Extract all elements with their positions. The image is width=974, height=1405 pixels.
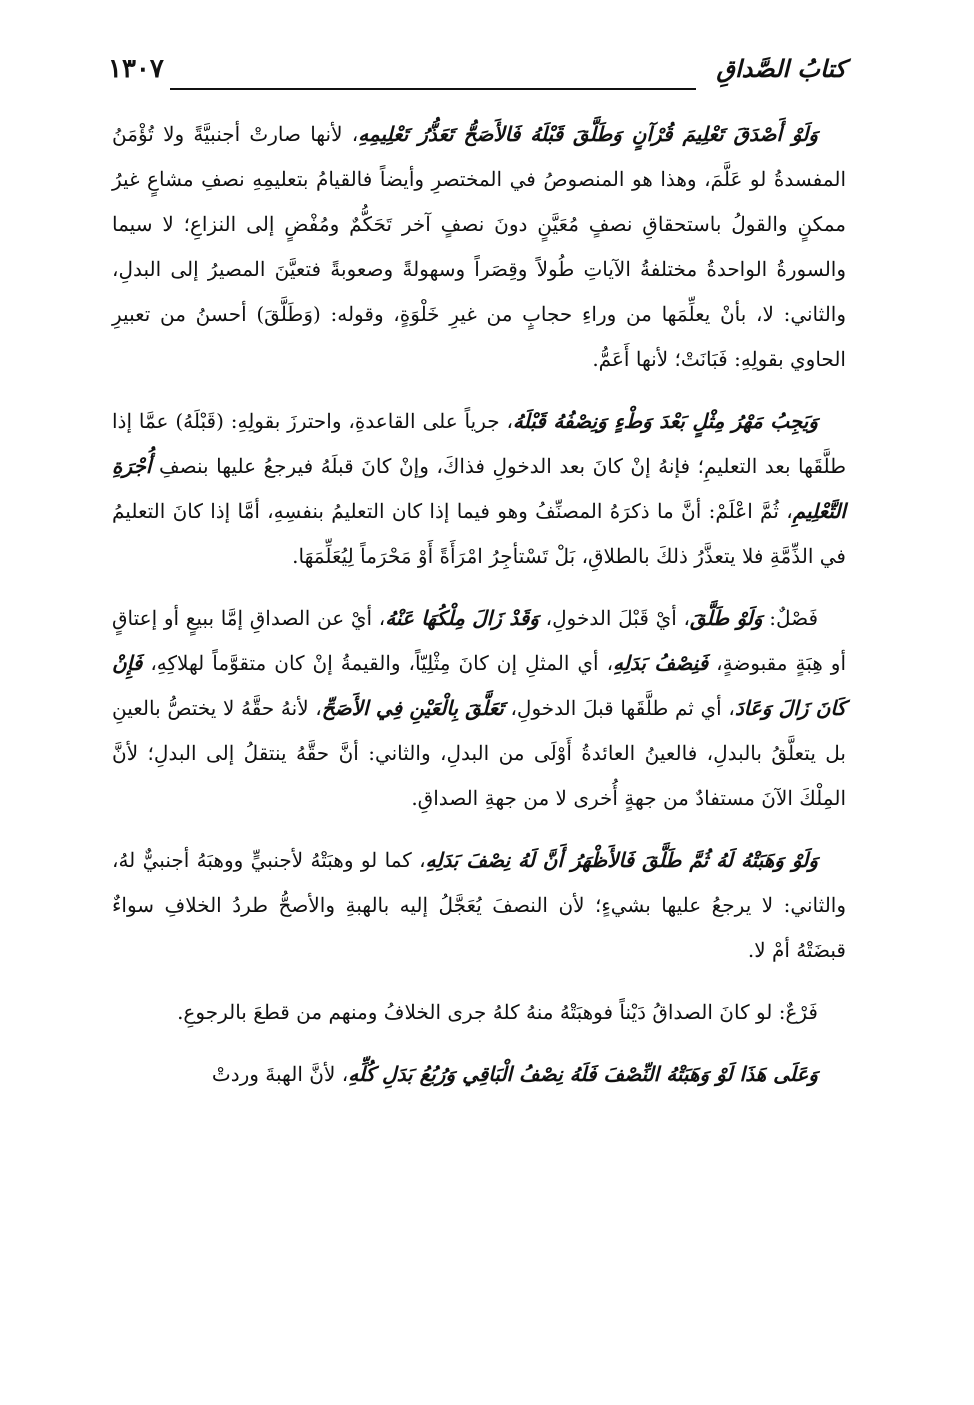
matn-text: تَعَلَّقَ بِالْعَيْنِ فِي الأَصَحِّ: [321, 696, 504, 720]
matn-text: وَعَلَى هَذَا لَوْ وَهَبَتْهُ النِّصْفَ فَلَهُ نِصْفُ الْبَاقِي وَرُبُعُ بَدَلِ كُلِّهِ: [348, 1062, 818, 1086]
paragraph: [112, 838, 846, 973]
commentary-text: ، أي ثم طلَّقَها قبلَ الدخولِ،: [503, 696, 735, 720]
commentary-text: ، لأنهُ حقَّهُ لا يختصُّ بالعينِ بل يتعلَّقُ بالبدلِ، فالعينُ العائدةُ أَوْلَى من البدلِ، والثاني: أنَّ حقَّهُ ينتقلُ إلى البدلِ؛ لأنَّ المِلْكَ الآنَ مستفادٌ من جهةٍ أُخرى لا من جهةِ الصداقِ.: [112, 696, 846, 810]
page-body: [112, 112, 846, 1114]
book-title: كتابُ الصَّداقِ: [716, 54, 846, 83]
section-label: فَصْلٌ:: [762, 606, 819, 630]
paragraph: [112, 596, 846, 821]
page-header: [108, 52, 846, 96]
matn-text: أُجْرَةِ التَّعْلِيمِ: [112, 454, 846, 523]
commentary-text: ، أيْ قَبْلَ الدخولِ،: [538, 606, 690, 630]
commentary-text: فَرْعٌ: لو كانَ الصداقُ دَيْناً فوهبَتْهُ منهُ كلهُ جرى الخلافُ ومنهم من قطعَ بالرجوعِ.: [177, 1000, 818, 1024]
matn-text: وَلَوْ أَصْدَقَ تَعْلِيمَ قُرْآنٍ وَطَلَّقَ قَبْلَهُ فَالأَصَحُّ تَعَذُّرُ تَعْلِيمِهِ: [358, 122, 818, 146]
matn-text: وَقَدْ زَالَ مِلْكُهَا عَنْهُ: [385, 606, 539, 630]
paragraph: [112, 399, 846, 579]
matn-text: فَنِصْفُ بَدَلِهِ: [613, 651, 709, 675]
commentary-text: ، ثُمَّ اعْلَمْ: أنَّ ما ذكرَهُ المصنِّفُ وهو فيما إذا كان التعليمُ بنفسِهِ، أمَّا إذا كانَ التعليمُ في الذِّمَّةِ فلا يتعذَّرُ ذلكَ بالطلاقِ، بَلْ تَسْتأجِرُ امْرَأَةً أَوْ مَحْرَماً لِيُعَلِّمَهَا.: [112, 499, 846, 568]
header-rule: [170, 88, 696, 90]
paragraph: [112, 112, 846, 382]
paragraph: [112, 990, 846, 1035]
commentary-text: ، أي المثلِ إن كانَ مِثْلِيّاً، والقيمةُ إنْ كان متقوَّماً لهلاكِهِ،: [142, 651, 614, 675]
commentary-text: ، كما لو وهبَتْهُ لأجنبيٍّ ووهبَهُ أجنبيٌّ لهُ، والثاني: لا يرجعُ عليها بشيءٍ؛ لأن النصفَ يُعَجَّلُ إليه بالهبةِ والأصحُّ طردُ الخلافِ سواءٌ قبضَتْهُ أمْ لا.: [112, 848, 846, 962]
matn-text: وَلَوْ طَلَّقَ: [689, 606, 763, 630]
commentary-text: ، أيْ عن الصداقِ إمَّا ببيعٍ أو إعتاقٍ أو هِبَةٍ مقبوضةٍ،: [112, 606, 846, 675]
paragraph: [112, 1052, 846, 1097]
matn-text: وَيَجِبُ مَهْرُ مِثْلٍ بَعْدَ وَطْءٍ وَنِصْفُهُ قَبْلَهُ: [512, 409, 818, 433]
matn-text: وَلَوْ وَهَبَتْهُ لَهُ ثُمَّ طَلَّقَ فَالأَظْهَرُ أَنَّ لَهُ نِصْفَ بَدَلِهِ: [425, 848, 818, 872]
commentary-text: ، لأنها صارتْ أجنبيَّةً ولا تُؤْمَنُ المفسدةُ لو عَلَّمَ، وهذا هو المنصوصُ في المختصرِ وأيضاً فالقيامُ بتعليمِهِ نصفِ مشاعٍ غيرُ ممكنٍ والقولُ باستحقاقِ نصفٍ مُعَيَّنٍ دونَ نصفٍ آخر تَحَكُّمٌ ومُفْضٍ إلى النزاعِ؛ لا سيما والسورةُ الواحدةُ مختلفةُ الآياتِ طُولاً وقِصَراً وسهولةً وصعوبةً فتعيَّنَ المصيرُ إلى البدلِ، والثاني: لا، بأنْ يعلِّمَها من وراءِ حجابٍ من غيرِ خَلْوَةٍ، وقوله: (وَطَلَّقَ) أحسنُ من تعبيرِ الحاوي بقولِهِ: فَبَانَتْ؛ لأنها أَعَمُّ.: [112, 122, 847, 371]
matn-text: فَإِنْ كَانَ زَالَ وَعَادَ: [112, 651, 846, 720]
commentary-text: ، جرياً على القاعدةِ، واحترزَ بقولِهِ: (قَبْلَهُ) عمَّا إذا طلَّقَها بعد التعليمِ؛ فإنهُ إنْ كانَ بعد الدخولِ فذاكَ، وإنْ كانَ قبلَهُ فيرجعُ عليها بنصفِ: [112, 409, 846, 478]
page-number: ١٣٠٧: [108, 54, 164, 84]
commentary-text: ، لأنَّ الهبةَ وردتْ: [211, 1062, 349, 1086]
